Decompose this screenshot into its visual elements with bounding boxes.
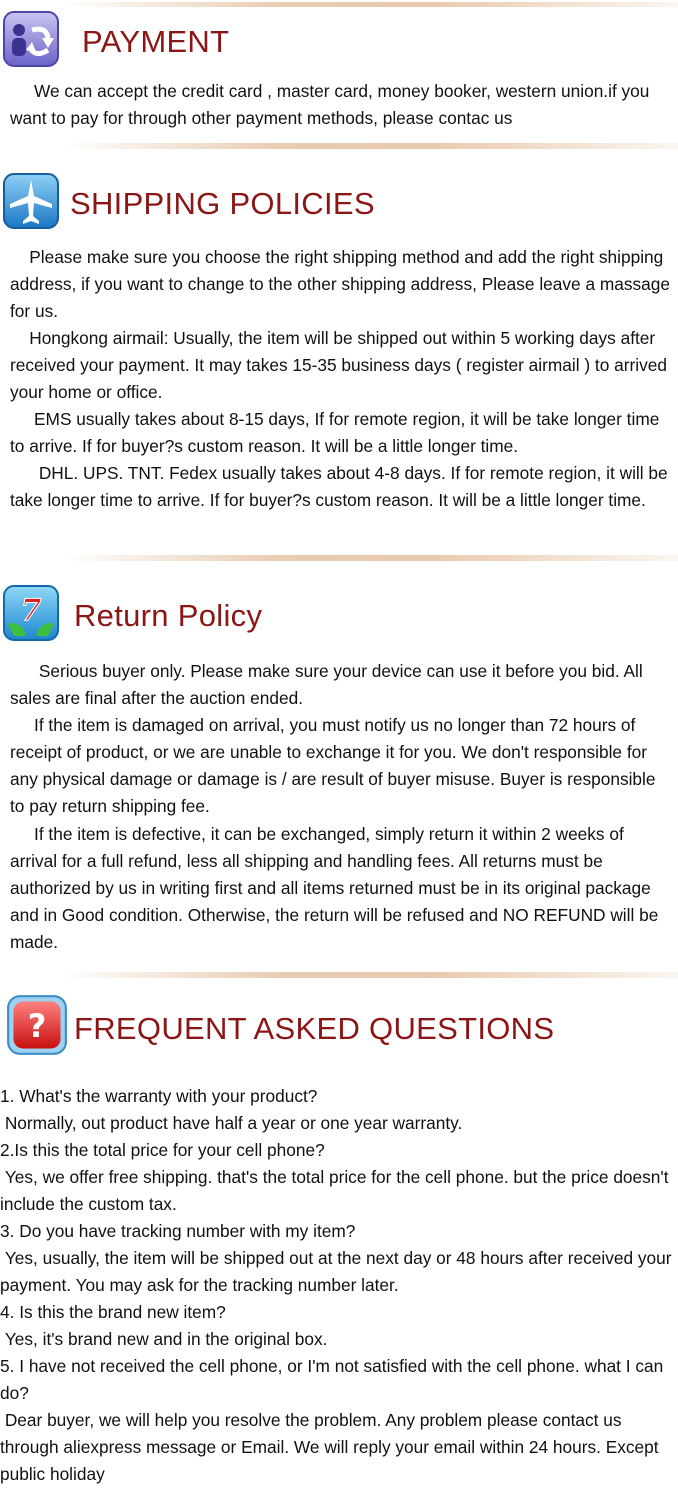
payment-body: We can accept the credit card , master card, money booker, western union.if you want to pay for through other payment methods, please contac us [10, 81, 655, 128]
faq-answer-4: Yes, it's brand new and in the original box. [0, 1329, 328, 1349]
shipping-title: SHIPPING POLICIES [70, 186, 375, 221]
returns-paragraph-1: Serious buyer only. Please make sure your device can use it before you bid. All sales are final after the auction ended. [10, 661, 648, 708]
section-divider [60, 555, 678, 561]
question-mark-icon [6, 994, 68, 1056]
return-seven-hands-icon [2, 584, 60, 642]
faq-answer-5: Dear buyer, we will help you resolve the problem. Any problem please contact us through aliexpress message or Email. We will reply your email within 24 hours. Except public holiday [0, 1410, 664, 1484]
svg-text:7: 7 [20, 593, 42, 628]
airplane-icon [2, 172, 60, 230]
shipping-paragraph-4: DHL. UPS. TNT. Fedex usually takes about 4-8 days. If for remote region, it will be take longer time to arrive. If for buyer?s custom reason. It will be a little longer time. [10, 463, 673, 510]
returns-header [0, 582, 678, 646]
payment-header [0, 8, 678, 72]
faq-question-2: 2.Is this the total price for your cell phone? [0, 1140, 325, 1160]
faq-title: FREQUENT ASKED QUESTIONS [74, 1011, 555, 1046]
returns-paragraph-3: If the item is defective, it can be exchanged, simply return it within 2 weeks of arrival for a full refund, less all shipping and handling fees. All returns must be authorized by us in writing first and all items returned must be in its original package and in Good condition. Otherwise, the return will be refused and NO REFUND will be made. [10, 824, 664, 952]
returns-title: Return Policy [74, 598, 263, 633]
shipping-paragraph-2: Hongkong airmail: Usually, the item will be shipped out within 5 working days after received your payment. It may takes 15-35 business days ( register airmail ) to arrived your home or office. [10, 328, 672, 402]
faq-question-3: 3. Do you have tracking number with my item? [0, 1221, 356, 1241]
faq-header [0, 994, 678, 1058]
faq-question-1: 1. What's the warranty with your product? [0, 1086, 318, 1106]
faq-answer-2: Yes, we offer free shipping. that's the total price for the cell phone. but the price doesn't include the custom tax. [0, 1167, 674, 1214]
section-divider [60, 972, 678, 978]
svg-text:?: ? [27, 1006, 47, 1045]
faq-question-4: 4. Is this the brand new item? [0, 1302, 226, 1322]
faq-answer-3: Yes, usually, the item will be shipped out at the next day or 48 hours after received your payment. You may ask for the tracking number later. [0, 1248, 677, 1295]
payment-title: PAYMENT [82, 24, 230, 59]
section-divider [60, 2, 678, 7]
faq-answer-1: Normally, out product have half a year or one year warranty. [0, 1113, 463, 1133]
shipping-header [0, 170, 678, 234]
section-divider [60, 143, 678, 149]
shipping-paragraph-3: EMS usually takes about 8-15 days, If for remote region, it will be take longer time to arrive. If for buyer?s custom reason. It will be a little longer time. [10, 409, 665, 456]
shipping-paragraph-1: Please make sure you choose the right shipping method and add the right shipping address, if you want to change to the other shipping address, Please leave a massage for us. [10, 247, 675, 321]
returns-paragraph-2: If the item is damaged on arrival, you must notify us no longer than 72 hours of receipt of product, or we are unable to exchange it for you. We don't responsible for any physical damage or damage is / are result of buyer misuse. Buyer is responsible to pay return shipping fee. [10, 715, 661, 816]
payment-exchange-icon [2, 10, 60, 68]
faq-list [0, 1083, 678, 1488]
faq-question-5: 5. I have not received the cell phone, or I'm not satisfied with the cell phone. what I can do? [0, 1356, 669, 1403]
